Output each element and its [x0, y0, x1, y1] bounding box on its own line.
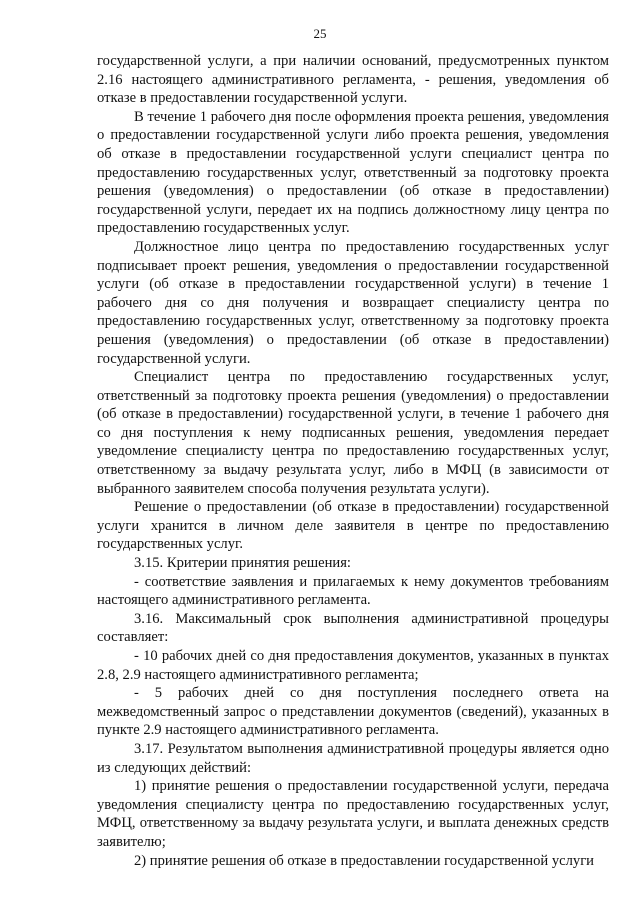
- page-number: 25: [313, 26, 327, 41]
- paragraph-3-16-item-1: - 10 рабочих дней со дня предоставления документов, указанных в пунктах 2.8, 2.9 настоящего административного регламента;: [97, 648, 609, 683]
- paragraph-3-15-criterion: - соответствие заявления и прилагаемых к нему документов требованиям настоящего административного регламента.: [97, 573, 609, 609]
- paragraph-official-signs: Должностное лицо центра по предоставлению государственных услуг подписывает проект решения, уведомления о предоставлении государственной услуги (об отказе в предоставлении государственной услуги) в течение 1 рабочего дня со дня получения и возвращает специалисту центра по предоставлению государственных услуг, ответственному за подготовку проекта решения (уведомления) о предоставлении (об отказе в предоставлении) государственной услуги.: [97, 238, 609, 367]
- document-body: [97, 52, 609, 870]
- paragraph-3-16-heading: 3.16. Максимальный срок выполнения административной процедуры составляет:: [97, 610, 609, 646]
- paragraph-continuation: государственной услуги, а при наличии оснований, предусмотренных пунктом 2.16 настоящего административного регламента, - решения, уведомления об отказе в предоставлении государственной услуги.: [97, 53, 609, 107]
- paragraph-3-17-heading: 3.17. Результатом выполнения административной процедуры является одно из следующих действий:: [97, 740, 609, 776]
- paragraph-signing-transfer: В течение 1 рабочего дня после оформления проекта решения, уведомления о предоставлении государственной услуги либо проекта решения, уведомления об отказе в предоставлении государственной услуги специалист центра по предоставлению государственных услуг, ответственный за подготовку проекта решения (уведомления) о предоставлении (об отказе в предоставлении) государственной услуги, передает их на подпись должностному лицу центра по предоставлению государственных услуг.: [97, 108, 609, 237]
- paragraph-3-17-item-1: 1) принятие решения о предоставлении государственной услуги, передача уведомления специалисту центра по предоставлению государственных услуг, МФЦ, ответственному за выдачу результата услуги, и выплата денежных средств заявителю;: [97, 778, 609, 850]
- paragraph-3-16-item-2: - 5 рабочих дней со дня поступления последнего ответа на межведомственный запрос о представлении документов (сведений), указанных в пункте 2.9 настоящего административного регламента.: [97, 685, 609, 739]
- paragraph-3-17-item-2: 2) принятие решения об отказе в предоставлении государственной услуги: [134, 852, 594, 869]
- paragraph-specialist-transfers: Специалист центра по предоставлению государственных услуг, ответственный за подготовку проекта решения (уведомления) о предоставлении (об отказе в предоставлении) государственной услуги, в течение 1 рабочего дня со дня поступления к нему подписанных решения, уведомления передает уведомление специалисту центра по предоставлению государственных услуг, ответственному за выдачу результата услуг, либо в МФЦ (в зависимости от выбранного заявителем способа получения результата услуги).: [97, 369, 609, 497]
- paragraph-3-15-heading: 3.15. Критерии принятия решения:: [134, 555, 351, 572]
- paragraph-decision-storage: Решение о предоставлении (об отказе в предоставлении) государственной услуги хранится в личном деле заявителя в центре по предоставлению государственных услуг.: [97, 499, 609, 553]
